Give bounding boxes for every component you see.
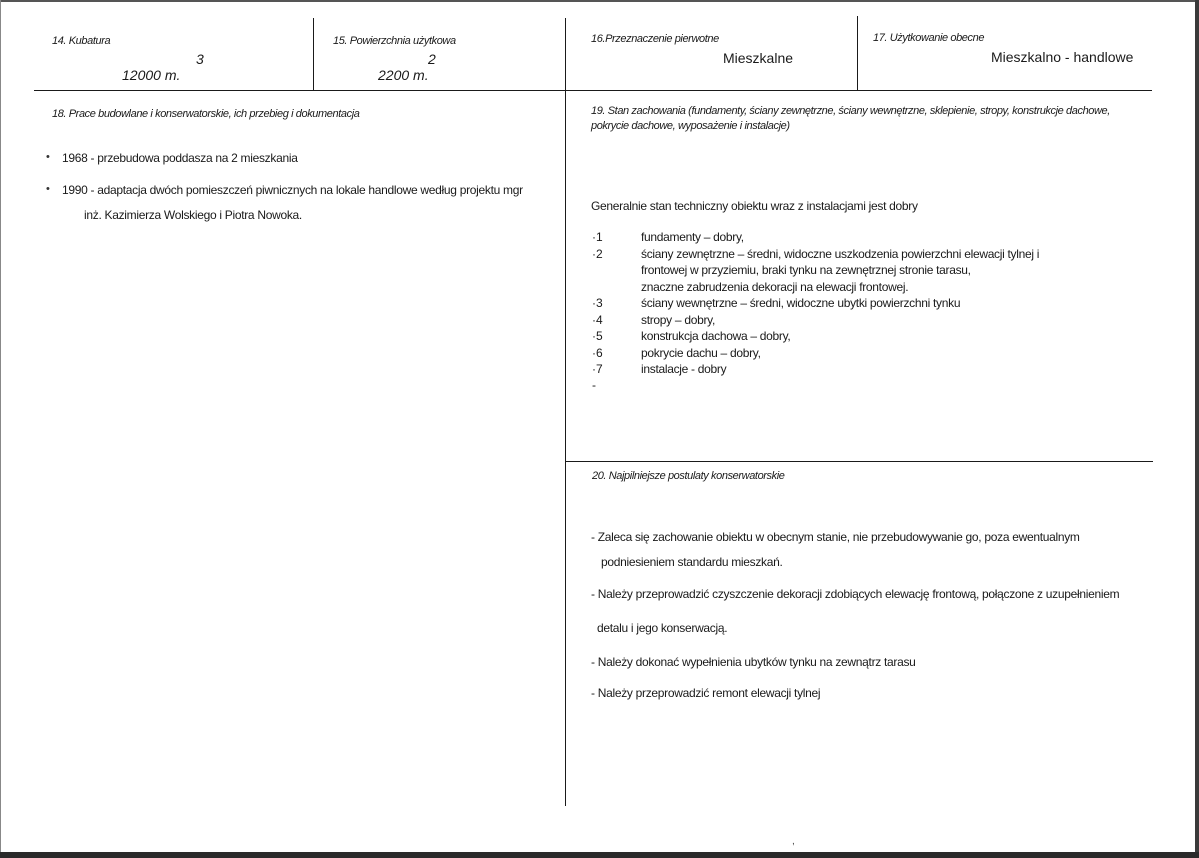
stan-item-konstrukcja-dachowa: konstrukcja dachowa – dobry,	[641, 329, 791, 343]
stan-item-sciany-zewnetrzne-line3: znaczne zabrudzenia dekoracji na elewacji frontowej.	[641, 280, 909, 294]
postulat-1-continued: podniesieniem standardu mieszkań.	[601, 555, 783, 569]
page-edge-left	[0, 0, 1, 858]
postulat-2: - Należy przeprowadzić czyszczenie dekoracji zdobiących elewację frontową, połączone z uzupełnieniem	[591, 587, 1120, 601]
page-edge-right	[1195, 0, 1199, 858]
header-bottom-rule	[34, 90, 1152, 91]
postulat-3: - Należy dokonać wypełnienia ubytków tynku na zewnątrz tarasu	[591, 655, 916, 669]
kubatura-value: 12000 m.	[122, 67, 181, 83]
stan-trailing-dash: -	[592, 378, 596, 392]
stan-intro: Generalnie stan techniczny obiektu wraz z instalacjami jest dobry	[591, 199, 918, 213]
section-19-bottom-rule	[565, 461, 1153, 462]
divider-16-17	[857, 16, 858, 90]
kubatura-label: 14. Kubatura	[52, 35, 111, 47]
prace-label: 18. Prace budowlane i konserwatorskie, ich przebieg i dokumentacja	[52, 108, 360, 120]
powierzchnia-label: 15. Powierzchnia użytkowa	[333, 35, 456, 47]
stan-label-line1: 19. Stan zachowania (fundamenty, ściany zewnętrzne, ściany wewnętrzne, sklepienie, stropy, konstrukcje dachowe,	[591, 105, 1110, 117]
uzytkowanie-value: Mieszkalno - handlowe	[991, 49, 1134, 65]
bullet-dot: •	[46, 183, 50, 195]
stan-item-number: ·6	[592, 346, 603, 360]
scan-speck: ,	[792, 836, 795, 847]
stan-item-sciany-zewnetrzne-line2: frontowej w przyziemiu, braki tynku na zewnętrznej stronie tarasu,	[641, 263, 971, 277]
stan-item-sciany-wewnetrzne: ściany wewnętrzne – średni, widoczne ubytki powierzchni tynku	[641, 296, 961, 310]
stan-item-sciany-zewnetrzne: ściany zewnętrzne – średni, widoczne uszkodzenia powierzchni elewacji tylnej i	[641, 247, 1040, 261]
stan-item-number: ·5	[592, 329, 603, 343]
postulaty-label: 20. Najpilniejsze postulaty konserwatorskie	[592, 470, 785, 482]
powierzchnia-exponent: 2	[428, 51, 436, 67]
bullet-dot: •	[46, 151, 50, 163]
main-column-divider	[565, 18, 566, 806]
uzytkowanie-label: 17. Użytkowanie obecne	[873, 32, 985, 44]
page-edge-bottom	[0, 852, 1199, 858]
stan-item-number: ·4	[592, 313, 603, 327]
kubatura-exponent: 3	[196, 51, 204, 67]
page-edge-top	[0, 0, 1199, 2]
przeznaczenie-value: Mieszkalne	[723, 50, 794, 66]
postulat-2-continued: detalu i jego konserwacją.	[597, 621, 728, 635]
stan-item-instalacje: instalacje - dobry	[641, 362, 727, 376]
divider-14-15	[313, 18, 314, 90]
prace-item-1990: 1990 - adaptacja dwóch pomieszczeń piwnicznych na lokale handlowe według projektu mgr	[62, 183, 523, 197]
stan-item-pokrycie-dachu: pokrycie dachu – dobry,	[641, 346, 761, 360]
stan-label-line2: pokrycie dachowe, wyposażenie i instalacje)	[591, 120, 790, 132]
prace-item-1968: 1968 - przebudowa poddasza na 2 mieszkania	[62, 151, 298, 165]
postulat-4: - Należy przeprowadzić remont elewacji tylnej	[591, 686, 821, 700]
prace-item-1990-continued: inż. Kazimierza Wolskiego i Piotra Nowoka.	[84, 208, 302, 222]
przeznaczenie-label: 16.Przeznaczenie pierwotne	[591, 33, 719, 45]
stan-item-stropy: stropy – dobry,	[641, 313, 715, 327]
stan-item-number: ·3	[592, 296, 603, 310]
postulat-1: - Zaleca się zachowanie obiektu w obecnym stanie, nie przebudowywanie go, poza ewentualnym	[591, 530, 1080, 544]
stan-item-number: ·1	[592, 230, 603, 244]
stan-item-number: ·7	[592, 362, 603, 376]
stan-item-fundamenty: fundamenty – dobry,	[641, 230, 744, 244]
stan-item-number: ·2	[592, 247, 603, 261]
powierzchnia-value: 2200 m.	[378, 67, 429, 83]
